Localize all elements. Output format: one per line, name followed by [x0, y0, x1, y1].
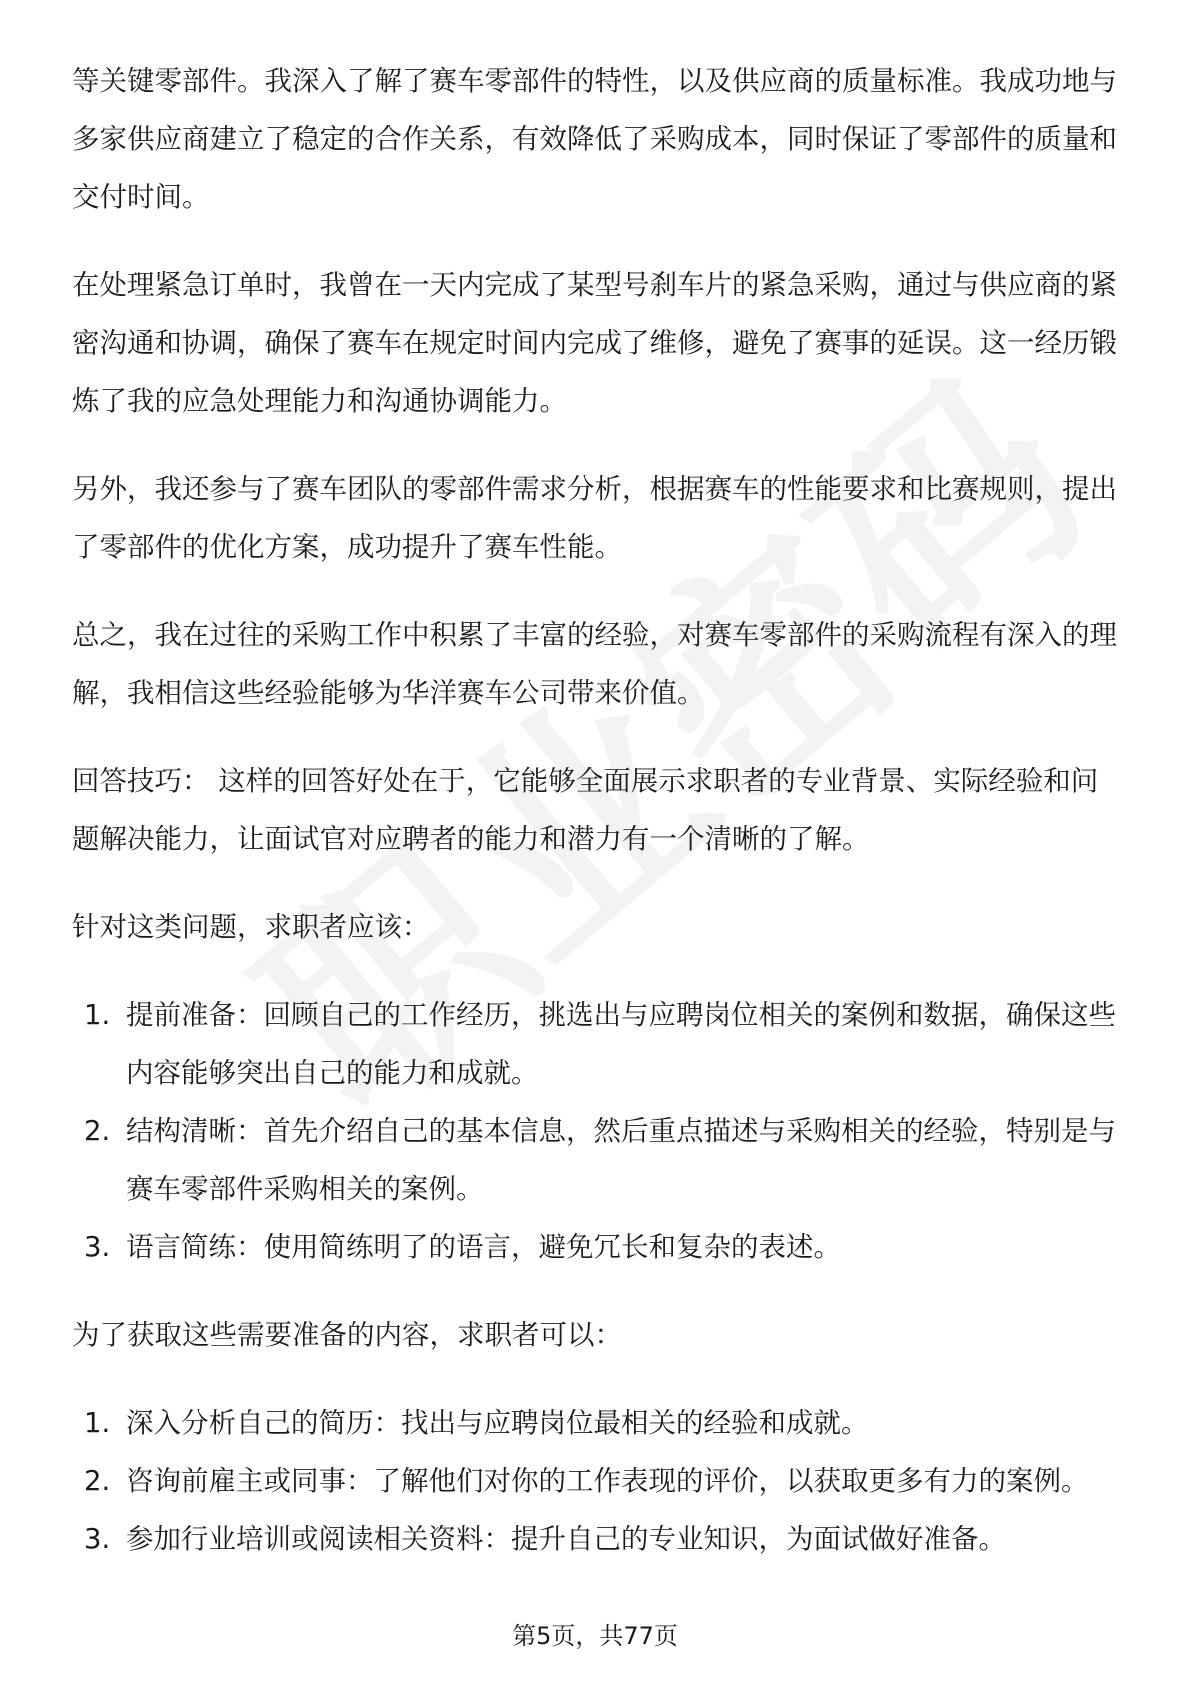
list-item-text: 结构清晰：首先介绍自己的基本信息，然后重点描述与采购相关的经验，特别是与赛车零部件采购相关的案例。 — [126, 1115, 1116, 1205]
paragraph: 为了获取这些需要准备的内容，求职者可以： — [72, 1319, 622, 1351]
paragraph: 另外，我还参与了赛车团队的零部件需求分析，根据赛车的性能要求和比赛规则，提出了零部件的优化方案，成功提升了赛车性能。 — [72, 473, 1117, 563]
list-item — [72, 1510, 1124, 1568]
list-item-text: 提前准备：回顾自己的工作经历，挑选出与应聘岗位相关的案例和数据，确保这些内容能够突出自己的能力和成就。 — [126, 999, 1116, 1089]
list-number: 2. — [84, 1115, 111, 1147]
list-item-text: 语言简练：使用简练明了的语言，避免冗长和复杂的表述。 — [126, 1231, 841, 1263]
list-item — [72, 1102, 1124, 1218]
list-number: 3. — [84, 1523, 111, 1555]
paragraph: 针对这类问题，求职者应该： — [72, 911, 430, 943]
list-item — [72, 1218, 1124, 1276]
list-item — [72, 1394, 1124, 1452]
preparation-list — [72, 1394, 1124, 1568]
list-number: 2. — [84, 1465, 111, 1497]
paragraph: 在处理紧急订单时，我曾在一天内完成了某型号刹车片的紧急采购，通过与供应商的紧密沟通和协调，确保了赛车在规定时间内完成了维修，避免了赛事的延误。这一经历锻炼了我的应急处理能力和沟通协调能力。 — [72, 269, 1117, 417]
list-item-text: 参加行业培训或阅读相关资料：提升自己的专业知识，为面试做好准备。 — [126, 1523, 1006, 1555]
page-footer: 第5页，共77页 — [512, 1622, 678, 1650]
list-item — [72, 1452, 1124, 1510]
list-item-text: 咨询前雇主或同事：了解他们对你的工作表现的评价，以获取更多有力的案例。 — [126, 1465, 1089, 1497]
advice-list — [72, 986, 1124, 1276]
list-item — [72, 986, 1124, 1102]
paragraph: 等关键零部件。我深入了解了赛车零部件的特性，以及供应商的质量标准。我成功地与多家供应商建立了稳定的合作关系，有效降低了采购成本，同时保证了零部件的质量和交付时间。 — [72, 65, 1117, 213]
answer-tip-paragraph: 回答技巧： 这样的回答好处在于，它能够全面展示求职者的专业背景、实际经验和问题解决能力，让面试官对应聘者的能力和潜力有一个清晰的了解。 — [72, 765, 1099, 855]
list-number: 1. — [84, 1407, 111, 1439]
document-body — [72, 52, 1124, 1598]
paragraph: 总之，我在过往的采购工作中积累了丰富的经验，对赛车零部件的采购流程有深入的理解，我相信这些经验能够为华洋赛车公司带来价值。 — [72, 619, 1117, 709]
list-item-text: 深入分析自己的简历：找出与应聘岗位最相关的经验和成就。 — [126, 1407, 869, 1439]
list-number: 3. — [84, 1231, 111, 1263]
list-number: 1. — [84, 999, 111, 1031]
